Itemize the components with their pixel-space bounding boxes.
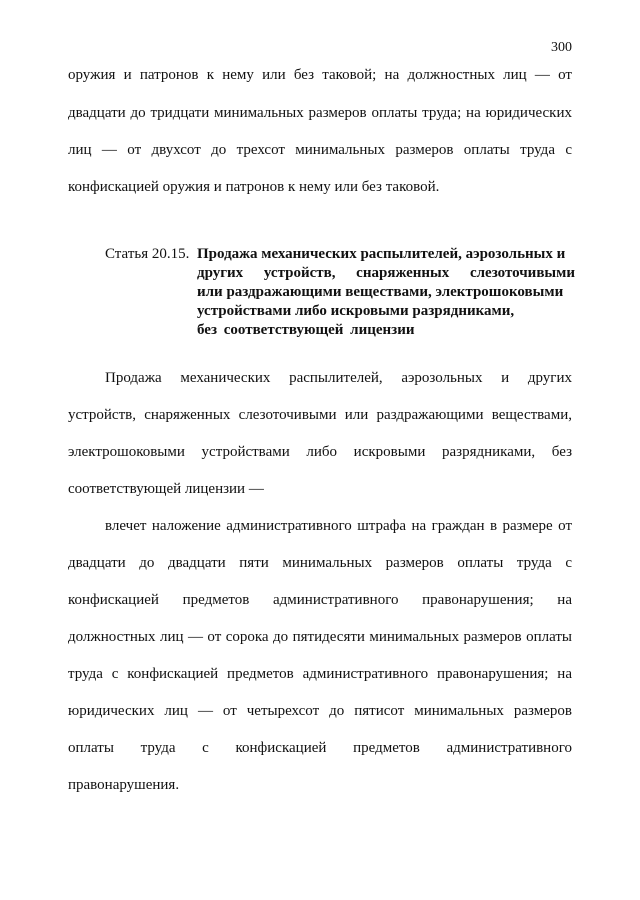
disposition-line-3: электрошоковыми устройствами либо искровыми разрядниками, без <box>68 444 572 460</box>
sanction-line-1: влечет наложение административного штрафа на граждан в размере от <box>105 518 572 534</box>
article-title-line-5: без соответствующей лицензии <box>197 322 415 338</box>
disposition-line-4: соответствующей лицензии — <box>68 481 264 497</box>
article-title-line-3: или раздражающими веществами, электрошоковыми <box>197 284 564 300</box>
intro-line-4: конфискацией оружия и патронов к нему или без таковой. <box>68 179 440 195</box>
intro-line-1: оружия и патронов к нему или без таковой; на должностных лиц — от <box>68 67 572 83</box>
sanction-line-4: должностных лиц — от сорока до пятидесяти минимальных размеров оплаты <box>68 629 572 645</box>
article-title-line-4: устройствами либо искровыми разрядниками, <box>197 303 515 319</box>
article-title-line-2: других устройств, снаряженных слезоточивыми <box>197 265 575 281</box>
intro-line-2: двадцати до тридцати минимальных размеров оплаты труда; на юридических <box>68 105 572 121</box>
sanction-line-8: правонарушения. <box>68 777 180 793</box>
sanction-line-5: труда с конфискацией предметов административного правонарушения; на <box>68 666 572 682</box>
disposition-line-2: устройств, снаряженных слезоточивыми или раздражающими веществами, <box>68 407 572 423</box>
intro-line-3: лиц — от двухсот до трехсот минимальных размеров оплаты труда с <box>68 142 572 158</box>
sanction-line-2: двадцати до двадцати пяти минимальных размеров оплаты труда с <box>68 555 572 571</box>
sanction-line-7: оплаты труда с конфискацией предметов административного <box>68 740 572 756</box>
article-title-line-1: Продажа механических распылителей, аэрозольных и <box>197 246 566 262</box>
disposition-line-1: Продажа механических распылителей, аэрозольных и других <box>105 370 572 386</box>
page-number: 300 <box>551 40 572 55</box>
sanction-line-6: юридических лиц — от четырехсот до пятисот минимальных размеров <box>68 703 572 719</box>
sanction-line-3: конфискацией предметов административного правонарушения; на <box>68 592 572 608</box>
article-number: Статья 20.15. <box>105 246 190 262</box>
